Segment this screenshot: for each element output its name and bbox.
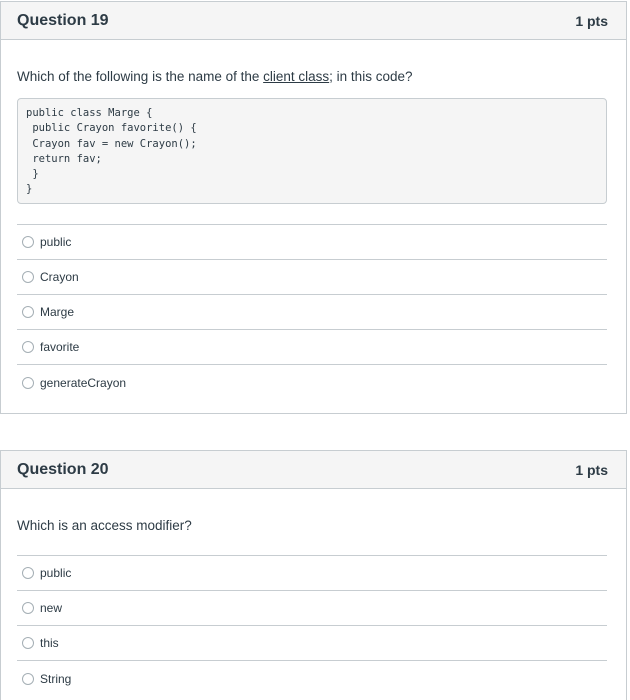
answer-option[interactable] xyxy=(17,295,607,330)
radio-button[interactable] xyxy=(22,567,34,579)
radio-button[interactable] xyxy=(22,377,34,389)
radio-button[interactable] xyxy=(22,637,34,649)
answer-list xyxy=(17,555,607,696)
question-20-card xyxy=(0,450,627,700)
code-block: public class Marge { public Crayon favorite() { Crayon fav = new Crayon(); return fav; } } xyxy=(17,98,607,204)
answer-option[interactable] xyxy=(17,591,607,626)
question-title: Question 20 xyxy=(17,460,109,478)
answer-option[interactable] xyxy=(17,661,607,696)
answer-option[interactable] xyxy=(17,365,607,400)
prompt-text-after: ; in this code? xyxy=(329,69,413,84)
radio-button[interactable] xyxy=(22,306,34,318)
prompt-underlined-term: client class xyxy=(263,69,330,84)
answer-label: generateCrayon xyxy=(40,375,127,390)
answer-label: Crayon xyxy=(40,270,79,284)
answer-label: Marge xyxy=(40,305,75,319)
question-header xyxy=(1,2,626,40)
radio-button[interactable] xyxy=(22,271,34,283)
answer-option[interactable] xyxy=(17,626,607,661)
question-points: 1 pts xyxy=(575,461,608,478)
question-header xyxy=(1,451,626,489)
answer-label: this xyxy=(40,636,59,650)
answer-option[interactable] xyxy=(17,330,607,365)
question-prompt xyxy=(17,68,608,86)
answer-option[interactable] xyxy=(17,225,607,260)
answer-label: favorite xyxy=(40,340,80,354)
answer-label: public xyxy=(40,566,72,580)
answer-label: public xyxy=(40,235,72,249)
answer-label: String xyxy=(40,671,72,686)
question-prompt: Which is an access modifier? xyxy=(17,518,192,533)
answer-list xyxy=(17,224,607,400)
question-19-card xyxy=(0,1,627,414)
answer-option[interactable] xyxy=(17,260,607,295)
answer-label: new xyxy=(40,601,63,615)
question-points: 1 pts xyxy=(575,12,608,29)
radio-button[interactable] xyxy=(22,602,34,614)
prompt-text-before: Which of the following is the name of the xyxy=(17,69,264,84)
question-title: Question 19 xyxy=(17,11,109,29)
radio-button[interactable] xyxy=(22,673,34,685)
answer-option[interactable] xyxy=(17,556,607,591)
radio-button[interactable] xyxy=(22,341,34,353)
radio-button[interactable] xyxy=(22,236,34,248)
